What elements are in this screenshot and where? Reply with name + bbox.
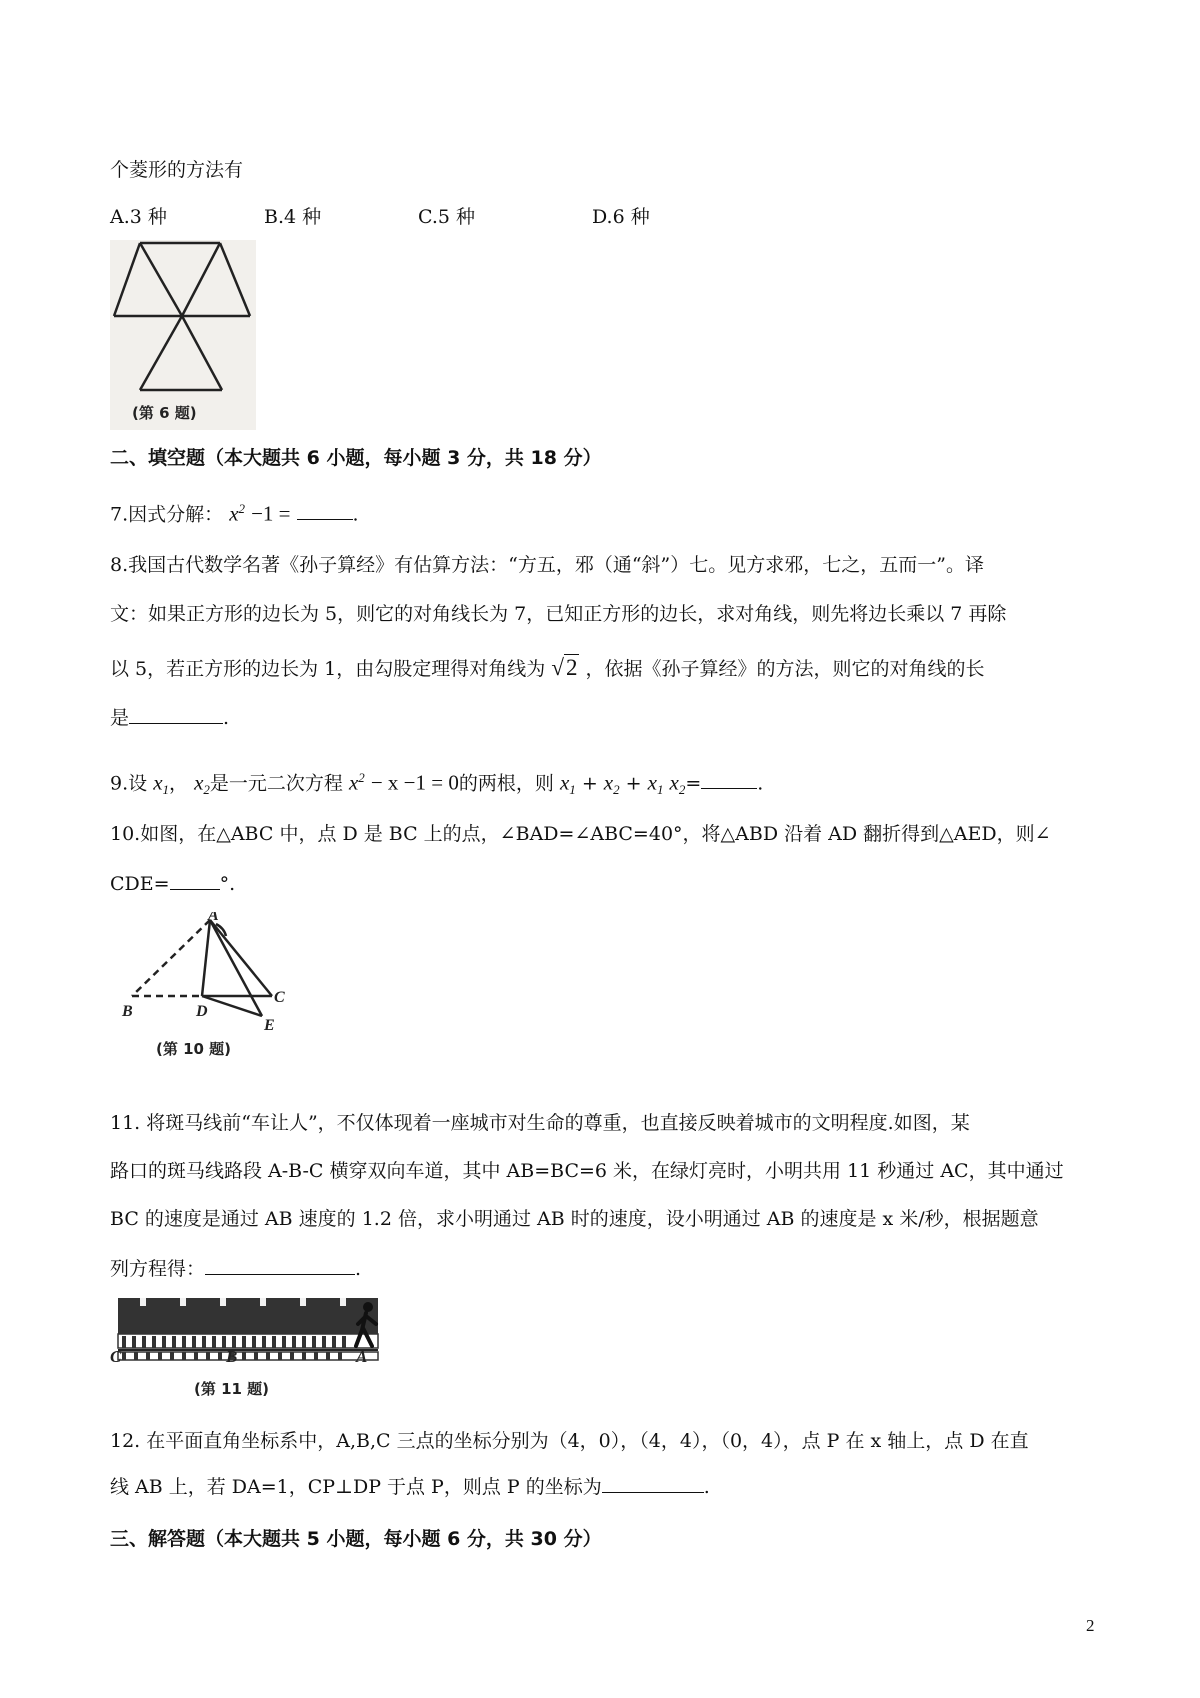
q9-prod-x1: x <box>647 770 657 795</box>
q10-figure <box>112 912 312 1062</box>
q11-figure <box>110 1294 390 1406</box>
q9-prefix: 9.设 <box>110 772 148 795</box>
q9-plus-2: + <box>625 772 642 795</box>
q10-line1: 10.如图，在△ABC 中，点 D 是 BC 上的点，∠BAD=∠ABC=40°，将△ABD 沿着 AD 翻折得到△AED，则∠ <box>110 823 1051 845</box>
sqrt-icon: √2 <box>551 655 578 680</box>
q9-sum-x2-sub: 2 <box>613 782 620 798</box>
q7-answer-blank[interactable] <box>297 501 353 520</box>
q8-line4 <box>110 705 229 731</box>
q11-label-a: A <box>356 1347 368 1366</box>
q9-sum-x2: x <box>603 770 614 795</box>
q10-triangle-diagram <box>112 912 312 1062</box>
q9-prod-x2-sub: 2 <box>678 782 686 798</box>
q9-prod-x2: x <box>669 770 679 795</box>
q9-eq-x: x <box>348 770 359 795</box>
q7-expr-rest: −1 = <box>251 501 291 526</box>
q6-option-b: B.4 种 <box>264 206 322 228</box>
q8-answer-blank[interactable] <box>129 705 223 724</box>
q8-line3b: ，依据《孙子算经》的方法，则它的对角线的长 <box>585 658 985 680</box>
q10-label-d: D <box>196 1003 208 1020</box>
q11-line2: 路口的斑马线路段 A-B-C 横穿双向车道，其中 AB=BC=6 米，在绿灯亮时，小明共用 11 秒通过 AC，其中通过 <box>110 1160 1064 1182</box>
q9-prod-x1-sub: 1 <box>656 782 664 798</box>
q11-line1: 11. 将斑马线前“车让人”，不仅体现着一座城市对生命的尊重，也直接反映着城市的文明程度.如图，某 <box>110 1112 970 1134</box>
q7-text: 7.因式分解： <box>110 503 224 526</box>
q9-eq-sign: = <box>685 772 702 795</box>
section3-title: 三、解答题（本大题共 5 小题，每小题 6 分，共 30 分） <box>110 1528 602 1550</box>
q6-option-a: A.3 种 <box>110 206 167 228</box>
q9-x2: x <box>194 770 204 795</box>
q6-stem-end: 个菱形的方法有 <box>110 159 244 181</box>
q9-eq-exp: 2 <box>358 770 365 785</box>
q9 <box>110 765 763 803</box>
q8-line2: 文：如果正方形的边长为 5，则它的对角线长为 7，已知正方形的边长，求对角线，则先将边长乘以 7 再除 <box>110 603 1007 625</box>
q12-line2 <box>110 1474 710 1500</box>
q6-caption: (第 6 题) <box>132 404 197 422</box>
q11-label-c: C <box>110 1347 122 1366</box>
q9-eq-rest: − x −1 = 0 <box>370 770 459 795</box>
q10-line2a: CDE= <box>110 873 170 895</box>
q7-end: . <box>352 503 359 526</box>
q7 <box>110 496 359 527</box>
q9-x1-sub: 1 <box>162 782 170 798</box>
q9-answer-blank[interactable] <box>701 770 757 789</box>
q9-comma: ， <box>169 772 189 795</box>
q10-label-c: C <box>274 989 285 1006</box>
q8-line4-text: 是 <box>110 707 130 729</box>
q10-label-a: A <box>208 912 219 924</box>
q10-line2b: °. <box>219 873 236 895</box>
page-number: 2 <box>1086 1616 1095 1635</box>
q9-mid: 是一元二次方程 <box>209 772 343 795</box>
q8-line3 <box>110 655 985 682</box>
q10-line2 <box>110 871 235 897</box>
q9-sum-x1: x <box>559 770 570 795</box>
q11-caption: (第 11 题) <box>194 1380 270 1398</box>
q12-line2a: 线 AB 上，若 DA=1，CP⊥DP 于点 P，则点 P 的坐标为 <box>110 1476 602 1498</box>
q8-line1: 8.我国古代数学名著《孙子算经》有估算方法：“方五，邪（通“斜”）七。见方求邪，七之，五而一”。译 <box>110 554 984 576</box>
q11-line4-text: 列方程得： <box>110 1258 206 1280</box>
q11-answer-blank[interactable] <box>205 1256 355 1275</box>
q11-line4 <box>110 1256 361 1282</box>
q9-plus-1: + <box>581 772 598 795</box>
q8-line3a: 以 5，若正方形的边长为 1，由勾股定理得对角线为 <box>110 658 546 680</box>
q11-line3: BC 的速度是通过 AB 速度的 1.2 倍，求小明通过 AB 时的速度，设小明通过 AB 的速度是 x 米/秒，根据题意 <box>110 1208 1039 1230</box>
q7-expr-x: x <box>229 501 239 526</box>
q8-end: . <box>223 707 230 729</box>
q11-crosswalk-diagram <box>110 1294 390 1406</box>
q9-after: 的两根，则 <box>458 772 554 795</box>
q8-sqrt-arg: 2 <box>565 655 578 680</box>
q6-option-d: D.6 种 <box>592 206 650 228</box>
q11-label-b: B <box>226 1347 238 1366</box>
q6-rhombus-diagram <box>110 240 256 430</box>
q9-x1: x <box>153 770 163 795</box>
q7-expr-exp: 2 <box>238 501 246 516</box>
q12-end: . <box>703 1476 710 1498</box>
q12-line1: 12. 在平面直角坐标系中，A,B,C 三点的坐标分别为（4，0），（4，4），（0，4），点 P 在 x 轴上，点 D 在直 <box>110 1430 1029 1452</box>
section2-title: 二、填空题（本大题共 6 小题，每小题 3 分，共 18 分） <box>110 447 602 469</box>
q10-label-e: E <box>264 1017 275 1034</box>
q10-caption: (第 10 题) <box>156 1040 232 1058</box>
q6-option-c: C.5 种 <box>418 206 476 228</box>
q10-label-b: B <box>122 1003 133 1020</box>
q12-answer-blank[interactable] <box>602 1474 704 1493</box>
q9-x2-sub: 2 <box>203 782 210 798</box>
q6-figure <box>110 240 256 430</box>
q10-answer-blank[interactable] <box>170 871 220 890</box>
q9-end: . <box>757 772 764 795</box>
q9-sum-x1-sub: 1 <box>569 782 576 798</box>
q11-end: . <box>355 1258 362 1280</box>
